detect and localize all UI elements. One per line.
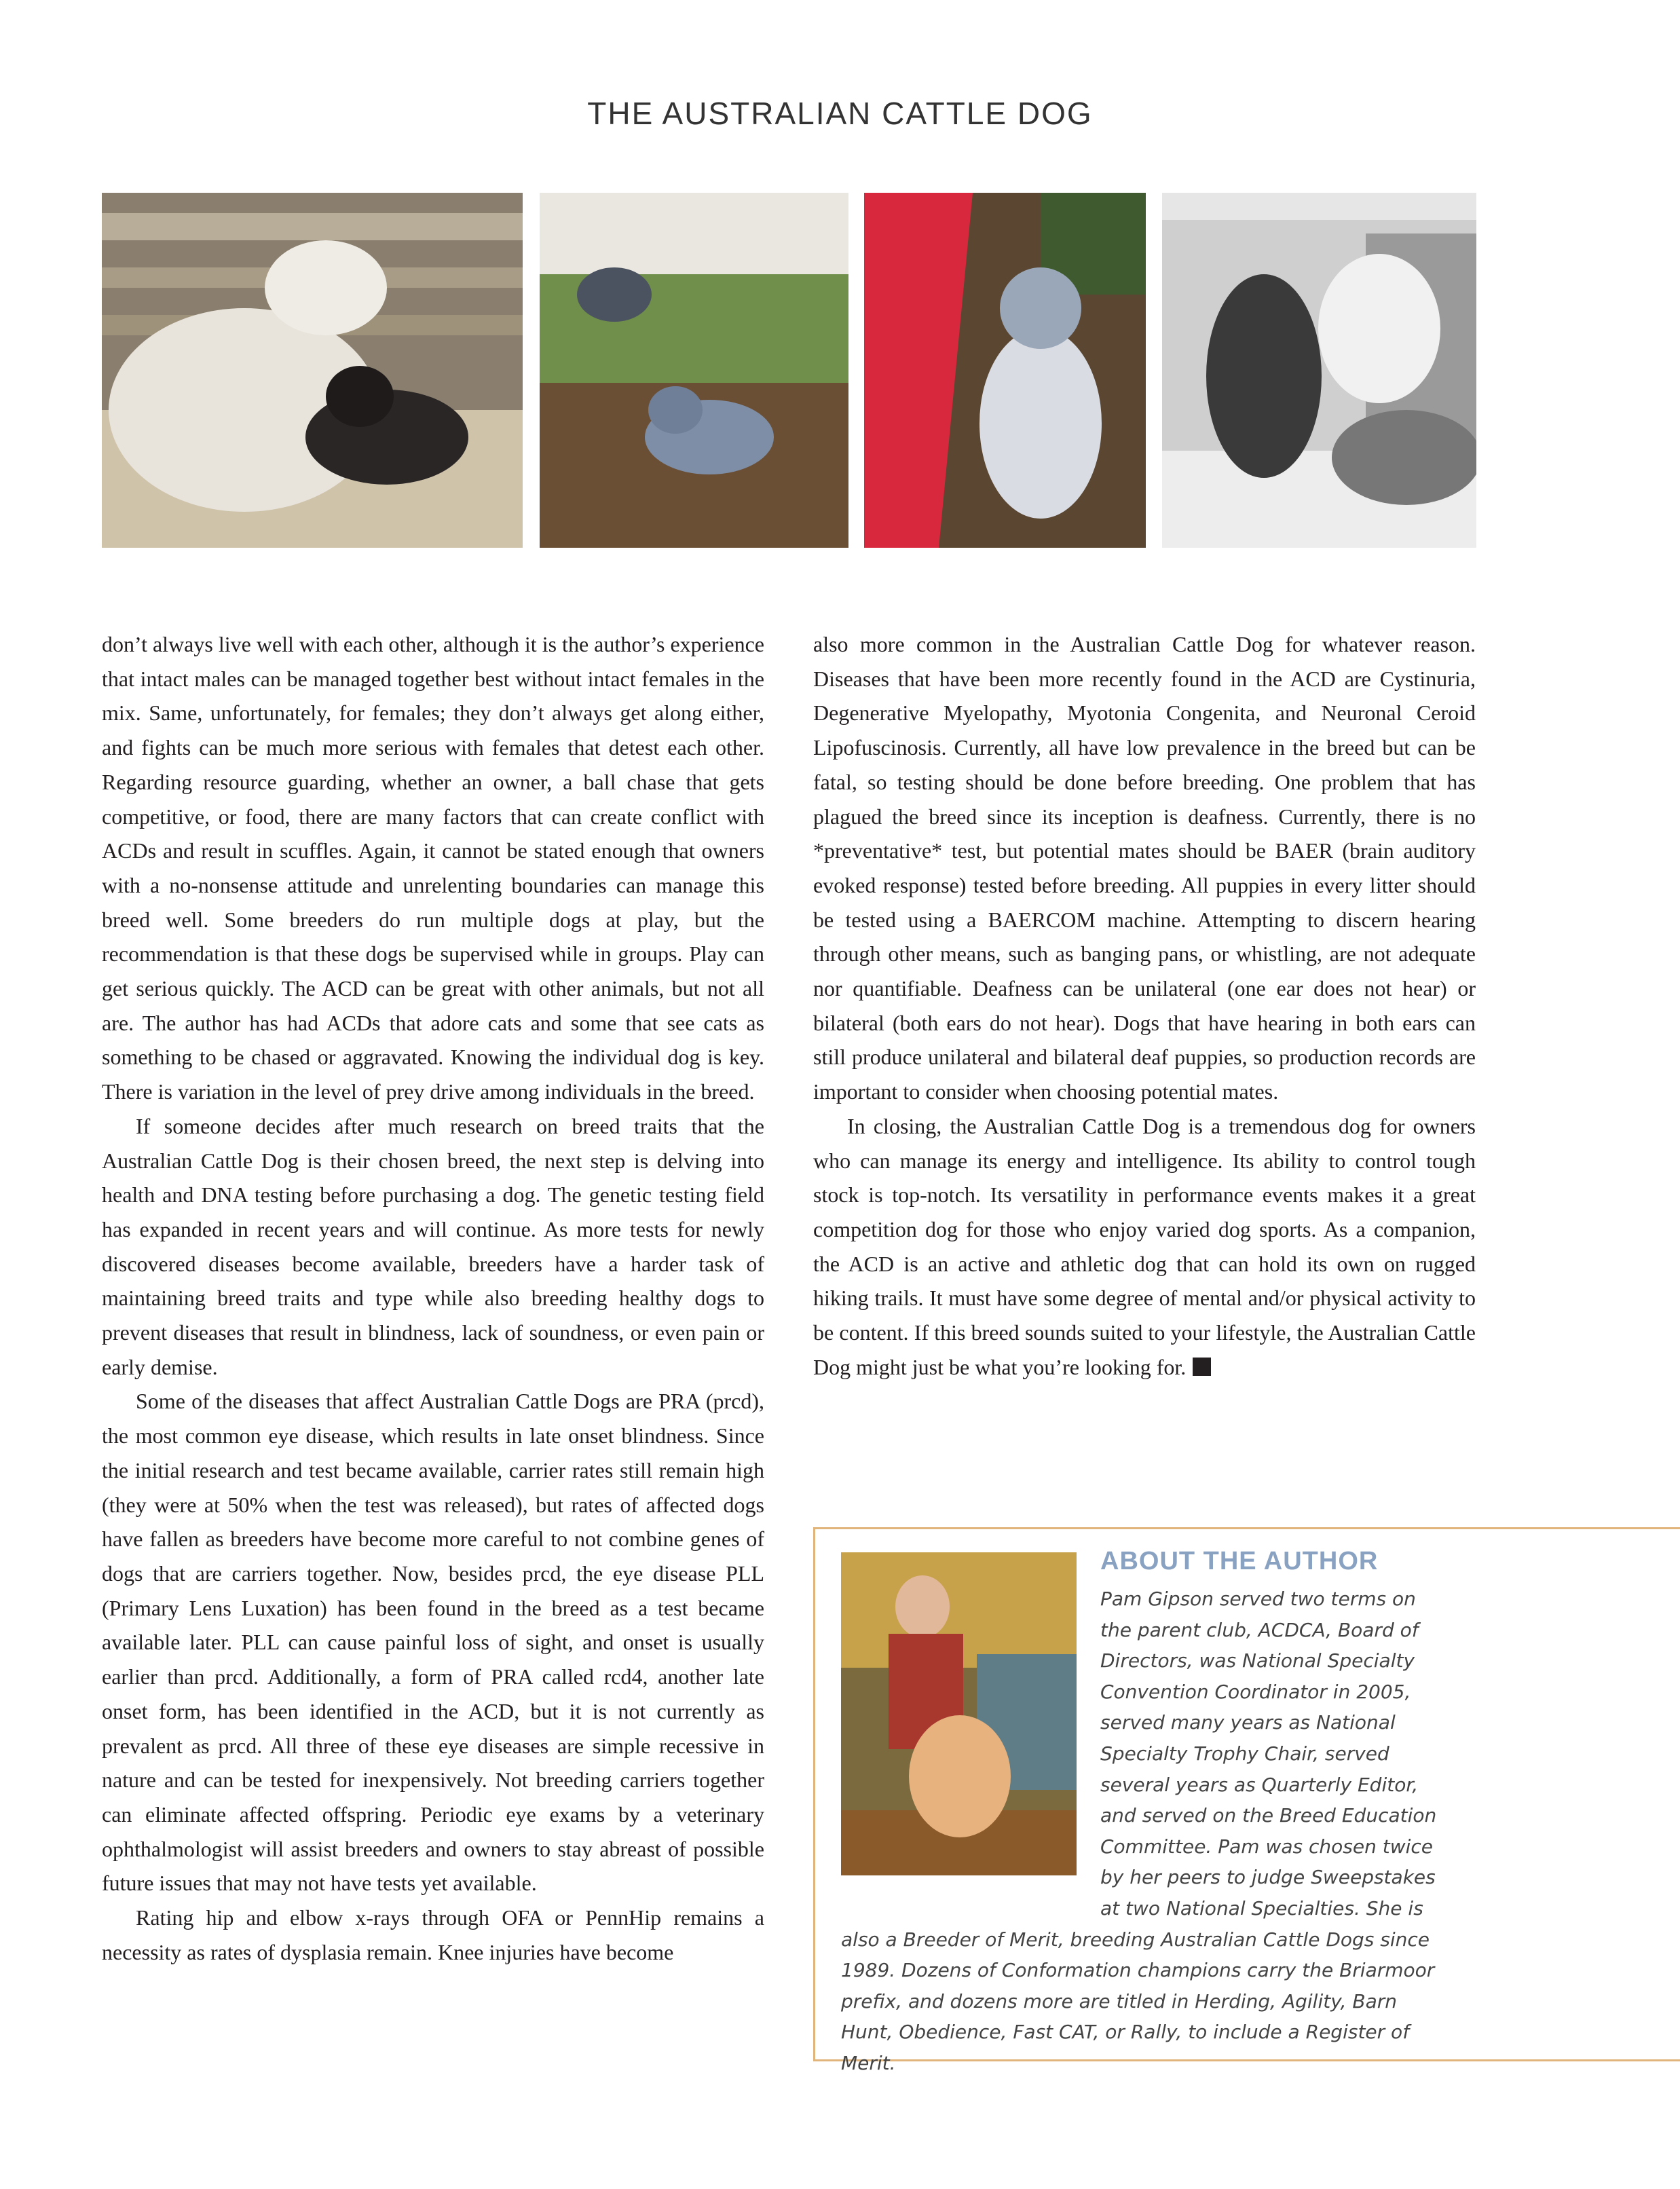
- paragraph: Rating hip and elbow x-rays through OFA or PennHip remains a necessity as rates of dysplasia remain. Knee injuries have become: [102, 1905, 764, 1964]
- dog-rolling-photo: [864, 193, 1146, 548]
- article-left-column: [102, 627, 764, 1969]
- paragraph: don’t always live well with each other, although it is the author’s experience that intact males can be managed together best without intact females in the mix. Same, unfortunately, for females; they don’t always get along either, and fights can be much more serious with females that detest each other. Regarding resource guarding, whether an owner, a ball chase that gets competitive, or food, there are many factors that can create conflict with ACDs and result in scuffles. Again, it cannot be stated enough that owners with a no-nonsense attitude and unrelenting boundaries can manage this breed well. Some breeders do run multiple dogs at play, but the recommendation is that these dogs be supervised while in groups. Play can get serious quickly. The ACD can be great with other animals, but not all are. The author has had ACDs that adore cats and some that see cats as something to be chased or aggravated. Knowing the individual dog is key. There is variation in the level of prey drive among individuals in the breed.: [102, 632, 764, 1104]
- puppies-playing-photo: [540, 193, 848, 548]
- closing-text: In closing, the Australian Cattle Dog is a tremendous dog for owners who can manage its energy and intelligence. Its ability to control tough stock is top-notch. Its versatility in performance events makes it a great competition dog for those who enjoy varied dog sports. As a companion, the ACD is an active and athletic dog that can hold its own on rugged hiking trails. It must have some degree of mental and/or physical activity to be content. If this breed sounds suited to your lifestyle, the Australian Cattle Dog might just be what you’re looking for.: [813, 1113, 1476, 1379]
- paragraph: also more common in the Australian Cattle Dog for whatever reason. Diseases that have been more recently found in the ACD are Cystinuria, Degenerative Myelopathy, Myotonia Congenita, and Neuronal Ceroid Lipofuscinosis. Currently, all have low prevalence in the breed but can be fatal, so testing should be done before breeding. One problem that has plagued the breed since its inception is deafness. Currently, there is no *preventative* test, but potential mates should be BAER (brain auditory evoked response) tested before breeding. All puppies in every litter should be tested using a BAERCOM machine. Attempting to discern hearing through other means, such as banging pans, or whistling, are not adequate nor quantifiable. Deafness can be unilateral (one ear does not hear) or bilateral (both ears do not hear). Dogs that have hearing in both ears can still produce unilateral and bilateral deaf puppies, so production records are important to consider when choosing potential mates.: [813, 632, 1476, 1104]
- end-mark-icon: [1193, 1358, 1211, 1376]
- sheep-and-dog-photo: [102, 193, 523, 548]
- paragraph: If someone decides after much research on breed traits that the Australian Cattle Dog is their chosen breed, the next step is delving into health and DNA testing before purchasing a dog. The genetic testing field has expanded in recent years and will continue. As more tests for newly discovered diseases become available, breeders have a harder task of maintaining breed traits and type while also breeding healthy dogs to prevent diseases that result in blindness, lack of soundness, or even pain or early demise.: [102, 1113, 764, 1379]
- author-bio-text: Pam Gipson served two terms on the parent club, ACDCA, Board of Directors, was National Specialty Convention Coordinator in 2005, served many years as National Specialty Trophy Chair, served several years as Quarterly Editor, and served on the Breed Education Committee. Pam was chosen twice by her peers to judge Sweepstakes at two National Specialties. She is also a Breeder of Merit, breeding Australian Cattle Dogs since 1989. Dozens of Conformation champions carry the Briarmoor prefix, and dozens more are titled in Herding, Agility, Barn Hunt, Obedience, Fast CAT, or Rally, to include a Register of Merit.: [841, 1588, 1437, 2074]
- paragraph: Some of the diseases that affect Australian Cattle Dogs are PRA (prcd), the most common eye disease, which results in late onset blindness. Since the initial research and test became available, carrier rates still remain high (they were at 50% when the test was released), but rates of affected dogs have fallen as breeders have become more careful to not combine genes of dogs that are carriers together. Now, besides prcd, the eye disease PLL (Primary Lens Luxation) has been found in the breed as a test became available later. PLL can cause painful loss of sight, and onset is usually earlier than prcd. Additionally, a form of PRA called rcd4, another late onset form, has been identified in the ACD, but it is not currently as prevalent as prcd. All three of these eye diseases are simple recessive in nature and can be tested for inexpensively. Not breeding carriers together can eliminate affected offspring. Periodic eye exams by a veterinary ophthalmologist will assist breeders and owners to stay abreast of possible future issues that may not have tests yet available.: [102, 1389, 764, 1896]
- woman-with-dog-photo: [1162, 193, 1476, 548]
- paragraph-closing: [813, 1109, 1476, 1385]
- author-bio: [841, 1584, 1438, 2079]
- author-heading: ABOUT THE AUTHOR: [1100, 1547, 1379, 1575]
- about-the-author-box: [813, 1527, 1680, 2074]
- article-right-column: [813, 627, 1476, 1384]
- running-head: THE AUSTRALIAN CATTLE DOG: [587, 96, 1093, 131]
